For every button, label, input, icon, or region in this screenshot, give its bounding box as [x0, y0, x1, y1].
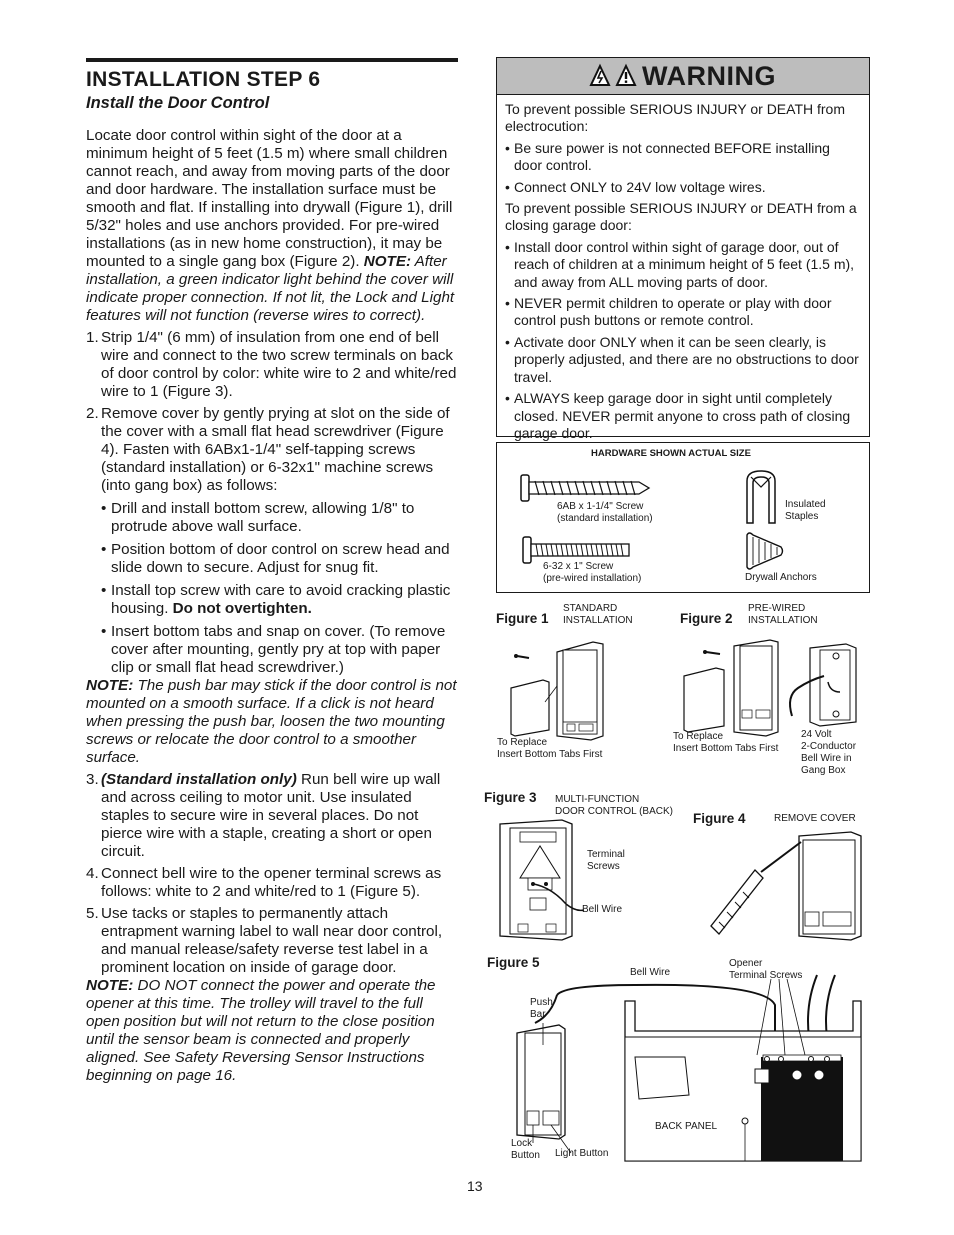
warning-bullet: • Connect ONLY to 24V low voltage wires.: [505, 178, 766, 195]
figure-5-lock-button-label: Lock Button: [511, 1138, 540, 1161]
insulated-staples-label: Insulated Staples: [785, 499, 826, 522]
page-number: 13: [467, 1178, 483, 1194]
warning-title: WARNING: [642, 60, 776, 91]
figure-3-caption: MULTI-FUNCTION DOOR CONTROL (BACK): [555, 794, 673, 817]
figure-5-label: Figure 5: [487, 955, 540, 970]
figure-1-label: Figure 1: [496, 611, 549, 626]
sub-bullet: • Drill and install bottom screw, allowing 1/8" to protrude above wall surface.: [101, 500, 415, 535]
figure-5-light-button-label: Light Button: [555, 1148, 609, 1159]
figure-2-wire-label: 24 Volt 2-Conductor Bell Wire in Gang Box: [801, 729, 857, 776]
drywall-anchors-label: Drywall Anchors: [745, 572, 817, 583]
warning-triangle-icon: [616, 65, 636, 87]
figure-2-label: Figure 2: [680, 611, 733, 626]
screw-6ab-label: 6AB x 1-1/4" Screw (standard installation): [557, 501, 653, 524]
sub-bullet: • Insert bottom tabs and snap on cover. (To remove cover after mounting, gently pry at top with paper clip or small flat head screwdriver.): [101, 623, 446, 676]
drywall-anchor-icon: [741, 531, 785, 571]
note-push-bar: NOTE: The push bar may stick if the door control is not mounted on a smooth surface. If a click is not heard when pressing the push bar, loosen the two mounting screws or relocate the door control to a smoother surface.: [86, 677, 457, 766]
intro-paragraph: Locate door control within sight of the door at a minimum height of 5 feet (1.5 m) where small children cannot reach, and away from moving parts of the door and door hardware. The installation surface must be smooth and flat. If installing into drywall (Figure 1), drill 5/32" holes and use anchors provided. For pre-wired installations (as in new home construction), it may be mounted to a single gang box (Figure 2). NOTE: After installation, a green indicator light behind the cover will indicate proper connection. If not lit, the Lock and Light features will not function (reverse wires to correct).: [86, 127, 455, 324]
figure-1-caption: STANDARD INSTALLATION: [563, 603, 633, 626]
hardware-title: HARDWARE SHOWN ACTUAL SIZE: [591, 448, 751, 459]
warning-bullet: • Activate door ONLY when it can be seen clearly, is properly adjusted, and there are no obstructions to door travel.: [505, 333, 859, 385]
screw-632-label: 6-32 x 1" Screw (pre-wired installation): [543, 561, 642, 584]
warning-box: [496, 57, 870, 441]
figure-2-caption: PRE-WIRED INSTALLATION: [748, 603, 818, 626]
screw-6ab-icon: [521, 473, 651, 503]
warning-paragraph: To prevent possible SERIOUS INJURY or DEATH from a closing garage door:: [505, 200, 857, 234]
figure-3-bell-wire-label: Bell Wire: [582, 904, 623, 915]
warning-body: [497, 95, 869, 442]
note-power: NOTE: DO NOT connect the power and operate the opener at this time. The trolley will travel to the full open position but will not return to the close position until the sensor beam is connected and properly aligned. See Safety Reversing Sensor Instructions beginning on page 16.: [86, 977, 436, 1084]
page-title: INSTALLATION STEP 6: [86, 68, 321, 91]
figure-5-bell-wire-label: Bell Wire: [630, 967, 671, 978]
step-2: 2. Remove cover by gently prying at slot on the side of the cover with a small flat head screwdriver (Figure 4). Fasten with 6ABx1-1/4" self-tapping screws (standard installation) or 6-32x1" machine screws (into gang box) as follows:: [86, 405, 450, 494]
warning-bullet: • Be sure power is not connected BEFORE installing door control.: [505, 139, 830, 174]
step-5: 5. Use tacks or staples to permanently attach entrapment warning label to wall near door control, and manual release/safety reverse test label in a prominent location on inside of garage door.: [86, 905, 443, 976]
figure-3-terminal-label: Terminal Screws: [587, 849, 625, 872]
figure-3-illustration: [496, 818, 586, 942]
figure-3-label: Figure 3: [484, 790, 537, 805]
figure-5-terminal-label: Opener Terminal Screws: [729, 958, 803, 981]
hardware-box: [496, 442, 870, 593]
figure-4-caption: REMOVE COVER: [774, 813, 856, 824]
electric-hazard-icon: [590, 65, 610, 87]
warning-header: [497, 58, 869, 95]
warning-bullet: • ALWAYS keep garage door in sight until completely closed. NEVER permit anyone to cross path of closing garage door.: [505, 390, 851, 441]
figure-2-note: To Replace Insert Bottom Tabs First: [673, 731, 779, 754]
figure-1-illustration: [505, 636, 615, 746]
figure-4-label: Figure 4: [693, 811, 746, 826]
sub-bullet: • Install top screw with care to avoid cracking plastic housing. Do not overtighten.: [101, 582, 451, 617]
figure-5-illustration: [505, 975, 865, 1165]
warning-paragraph: To prevent possible SERIOUS INJURY or DEATH from electrocution:: [505, 101, 845, 135]
warning-bullet: • NEVER permit children to operate or play with door control push buttons or remote control.: [505, 295, 832, 329]
step-4: 4. Connect bell wire to the opener terminal screws as follows: white to 2 and white/red to 1 (Figure 5).: [86, 865, 442, 900]
page-subtitle: Install the Door Control: [86, 94, 270, 112]
figure-5-back-panel-label: BACK PANEL: [655, 1121, 718, 1132]
insulated-staple-icon: [743, 467, 779, 527]
instructions-column: [86, 58, 458, 1085]
body-text: [86, 127, 458, 1085]
top-rule: [86, 58, 458, 62]
figure-5-push-bar-label: Push Bar: [530, 997, 553, 1020]
step-1: 1. Strip 1/4" (6 mm) of insulation from one end of bell wire and connect to the two screw terminals on back of door control by color: white wire to 2 and white/red wire to 1 (Figure 3).: [86, 329, 457, 400]
warning-bullet: • Install door control within sight of garage door, out of reach of children at a minimum height of 5 feet (1.5 m), and away from ALL moving parts of door.: [505, 238, 855, 290]
figure-4-illustration: [705, 830, 865, 942]
step-3: 3. (Standard installation only) Run bell wire up wall and across ceiling to motor unit. Use insulated staples to secure wire in several places. Do not pierce wire with a staple, creating a short or open circuit.: [86, 771, 441, 860]
figure-1-note: To Replace Insert Bottom Tabs First: [497, 737, 603, 760]
sub-bullet: • Position bottom of door control on screw head and slide down to secure. Adjust for snug fit.: [101, 541, 450, 576]
